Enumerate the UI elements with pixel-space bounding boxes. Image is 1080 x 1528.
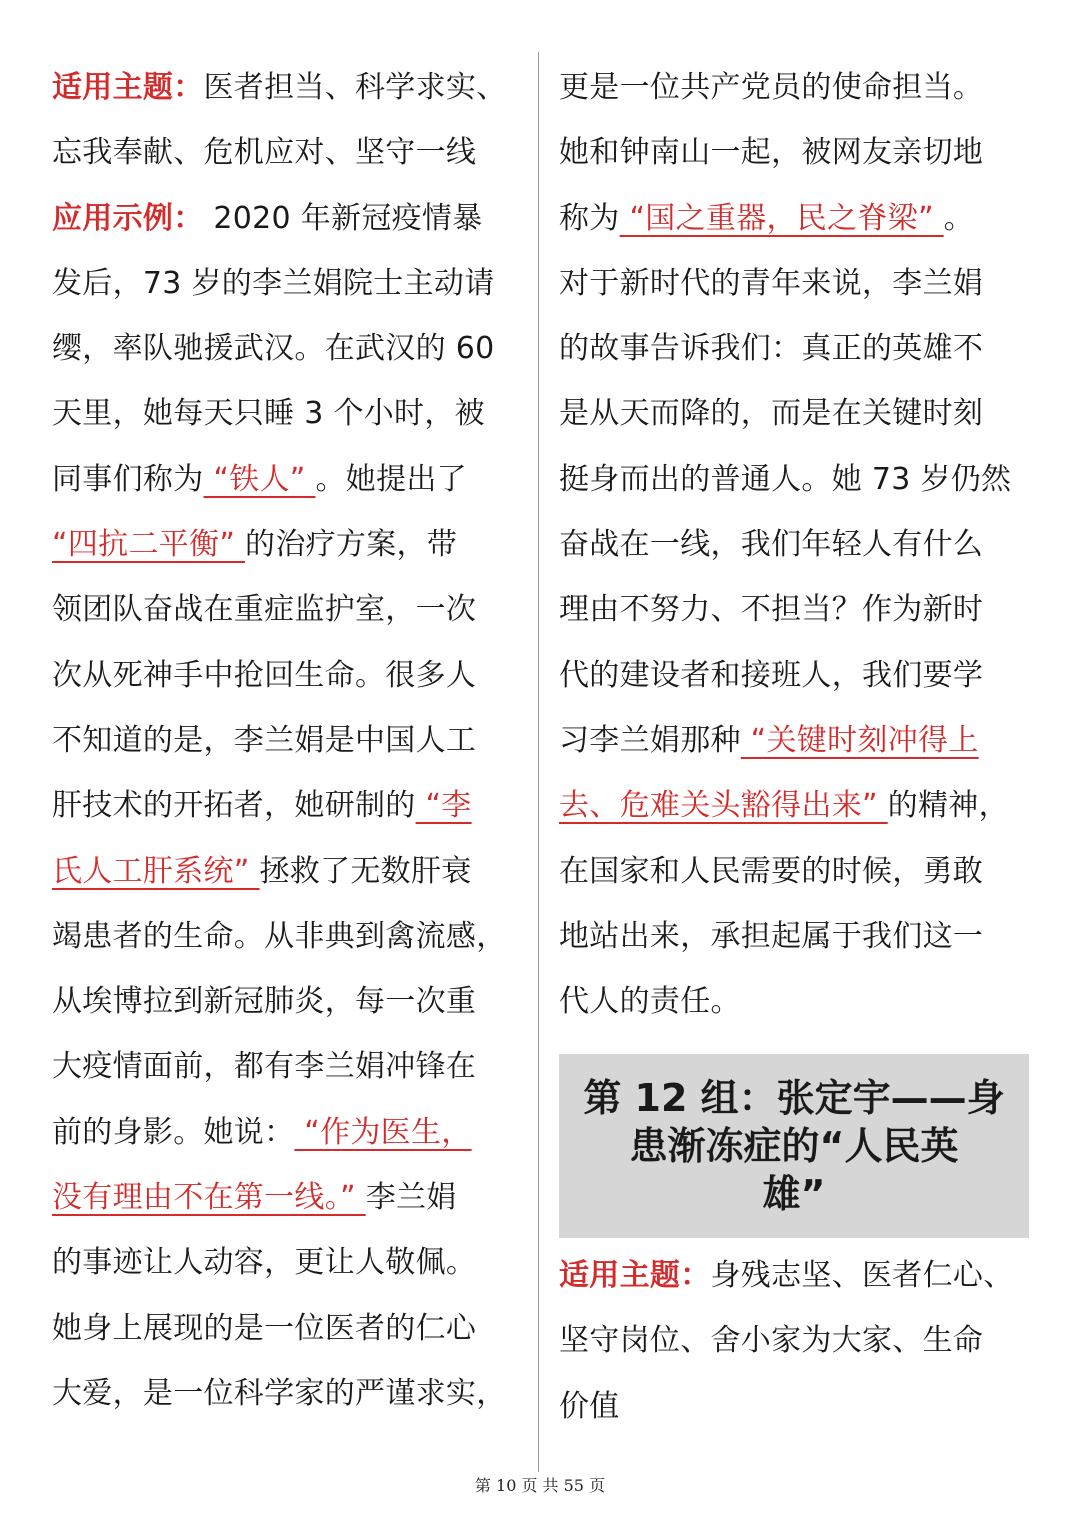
text-line: 在国家和人民需要的时候，勇敢 [559,853,984,889]
text-line: 更是一位共产党员的使命担当。 [559,70,984,105]
example-text: 2020 年新冠疫情暴 [203,200,483,236]
text-line: 地站出来，承担起属于我们这一 [559,918,984,954]
text-line: 代人的责任。 [559,984,741,1020]
text-segment: 称为 [559,200,620,236]
text-line: 大疫情面前，都有李兰娟冲锋在 [52,1049,477,1085]
text-line [559,708,1034,773]
text-line: 次从死神手中抢回生命。很多人 [52,657,477,693]
theme-text: 医者担当、科学求实、 [203,70,507,105]
text-line: 奋战在一线，我们年轻人有什么 [559,527,984,563]
text-line: 不知道的是，李兰娟是中国人工 [52,722,477,758]
text-line: 挺身而出的普通人。她 73 岁仍然 [559,461,1012,497]
text-line: 的事迹让人动容，更让人敬佩。 [52,1245,477,1281]
text-line: 从埃博拉到新冠肺炎，每一次重 [52,984,477,1020]
highlight-quote: 去、危难关头豁得出来” [559,788,888,824]
text-line: 是从天而降的，而是在关键时刻 [559,396,984,432]
highlight-quote: “李 [415,788,472,824]
text-line [52,1165,530,1230]
text-line: 代的建设者和接班人，我们要学 [559,657,984,693]
text-line: 忘我奉献、危机应对、坚守一线 [52,135,477,171]
section-heading-box [559,1054,1029,1238]
text-segment: 的精神， [887,788,1009,824]
text-line: 领团队奋战在重症监护室，一次 [52,592,477,628]
text-line: 缨，率队驰援武汉。在武汉的 60 [52,331,495,367]
example-line [52,186,530,251]
highlight-quote: 氏人工肝系统” [52,853,260,889]
text-line [52,773,530,838]
theme-text: 身残志坚、医者仁心、 [710,1258,1014,1293]
text-segment: 。她提出了 [315,461,467,497]
text-line [52,512,530,577]
text-line: 坚守岗位、舍小家为大家、生命 [559,1323,984,1359]
text-line: 发后，73 岁的李兰娟院士主动请 [52,265,495,301]
text-line [52,447,530,512]
text-line [52,839,530,904]
text-line [52,1100,530,1165]
text-line: 理由不努力、不担当？作为新时 [559,592,984,628]
text-line: 竭患者的生命。从非典到禽流感， [52,918,507,954]
text-segment: 拯救了无数肝衰 [259,853,472,889]
text-segment: 前的身影。她说： [52,1114,295,1150]
theme-line [52,55,530,120]
text-segment: 。 [943,200,974,236]
page-footer: 第 10 页 共 55 页 [474,1476,606,1495]
text-line [559,773,1034,838]
highlight-quote: “国之重器，民之脊梁” [619,200,944,236]
theme-line [559,1243,1034,1308]
heading-line: 第 12 组：张定宇——身 [583,1076,1005,1120]
text-line: 对于新时代的青年来说，李兰娟 [559,265,984,301]
text-line: 天里，她每天只睡 3 个小时，被 [52,396,485,432]
text-line: 价值 [559,1388,620,1424]
theme-label: 适用主题： [559,1258,711,1293]
heading-line: 雄” [762,1172,826,1216]
highlight-quote: “四抗二平衡” [52,527,246,563]
theme-label: 适用主题： [52,70,204,105]
highlight-quote: “关键时刻冲得上 [740,722,979,758]
right-column [559,55,1034,1034]
highlight-quote: “作为医生， [294,1114,472,1150]
text-segment: 同事们称为 [52,461,204,497]
highlight-quote: 没有理由不在第一线。” [52,1180,366,1216]
text-line: 的故事告诉我们：真正的英雄不 [559,331,984,367]
text-segment: 的治疗方案，带 [245,527,458,563]
text-segment: 李兰娟 [365,1180,457,1216]
text-line: 她和钟南山一起，被网友亲切地 [559,135,984,171]
text-segment: 肝技术的开拓者，她研制的 [52,788,416,824]
column-divider [538,52,539,1472]
left-column [52,55,530,1426]
text-segment: 习李兰娟那种 [559,722,741,758]
section-heading [559,1054,1029,1218]
text-line: 她身上展现的是一位医者的仁心 [52,1310,477,1346]
example-label: 应用示例： [52,200,204,236]
right-bottom-section [559,1243,1034,1439]
highlight-quote: “铁人” [203,461,316,497]
text-line [559,186,1034,251]
heading-line: 患渐冻症的“人民英 [629,1124,959,1168]
text-line: 大爱，是一位科学家的严谨求实， [52,1375,507,1411]
